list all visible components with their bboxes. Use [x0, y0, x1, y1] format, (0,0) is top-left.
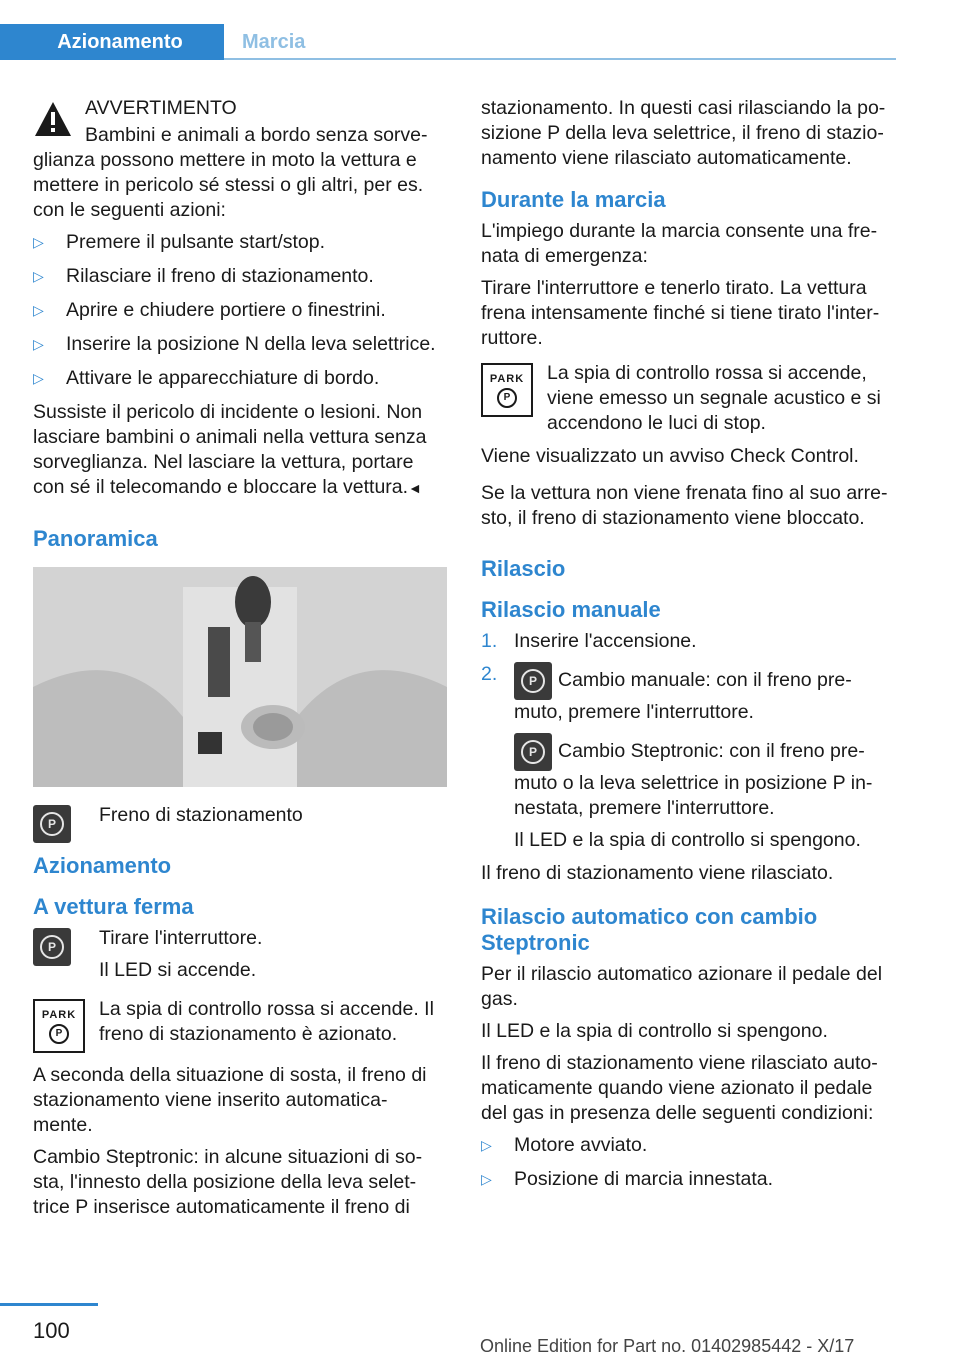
park-light-text: La spia di controllo rossa si accende, viene emesso un segnale acustico e si accendono le luci di stop. — [547, 362, 881, 434]
list-item: ▷ Premere il pulsante start/stop. — [33, 231, 326, 253]
led-on-text: Il LED si accende. — [99, 959, 257, 981]
step-item: 1. Inserire l'accensione. — [481, 630, 697, 652]
triangle-bullet-icon: ▷ — [33, 234, 44, 250]
heading-azionamento: Azionamento — [33, 853, 172, 878]
triangle-bullet-icon: ▷ — [33, 370, 44, 386]
step-item: 2. P Cambio manuale: con il freno pre- muto, premere l'interruttore. P Cambio Steptronic: con il freno pre- muto o la leva selettrice in posizione P in- nestata, premere l'interruttore. Il LED e la spia di controllo si spengono. — [481, 662, 895, 853]
console-photo — [33, 567, 447, 787]
red-light-row — [33, 997, 447, 1047]
warning-block — [33, 96, 447, 223]
parking-brake-switch-icon: P — [514, 662, 552, 700]
warning-triangle-icon — [33, 100, 73, 138]
warning-text: Bambini e animali a bordo senza sorve- glianza possono mettere in moto la vettura e mettere in pericolo sé stessi o gli altri, per es. con le seguenti azioni: — [33, 124, 428, 221]
step2-led: Il LED e la spia di controllo si spengono. — [514, 829, 861, 851]
park-warning-light-icon: PARK P — [481, 363, 533, 417]
end-marker-icon: ◄ — [408, 480, 422, 496]
heading-rilascio: Rilascio — [481, 556, 566, 581]
conditions-list — [481, 1133, 895, 1192]
warning-list — [33, 230, 447, 391]
triangle-bullet-icon: ▷ — [481, 1171, 492, 1187]
triangle-bullet-icon: ▷ — [33, 336, 44, 352]
center-console-illustration — [33, 567, 447, 787]
right-column — [481, 96, 895, 1201]
photo-caption: Freno di stazionamento — [99, 804, 303, 826]
list-item: ▷ Aprire e chiudere portiere o finestrini. — [33, 299, 386, 321]
list-item: ▷ Motore avviato. — [481, 1134, 648, 1156]
footer-rule — [0, 1303, 98, 1306]
check-control-text: Viene visualizzato un avviso Check Control. — [481, 445, 859, 467]
durante-text-2: Tirare l'interruttore e tenerlo tirato. La vettura frena intensamente finché si tiene tirato l'inter- ruttore. — [481, 277, 880, 349]
red-light-text: La spia di controllo rossa si accende. Il freno di stazionamento è azionato. — [99, 998, 434, 1045]
heading-panoramica: Panoramica — [33, 526, 158, 551]
durante-text-1: L'impiego durante la marcia consente una fre- nata di emergenza: — [481, 220, 878, 267]
pull-switch-text: Tirare l'interruttore. — [99, 927, 263, 949]
released-text: Il freno di stazionamento viene rilasciato. — [481, 862, 834, 884]
triangle-bullet-icon: ▷ — [33, 302, 44, 318]
list-item: ▷ Attivare le apparecchiature di bordo. — [33, 367, 380, 389]
parking-brake-switch-icon: P — [33, 928, 71, 966]
warning-after: Sussiste il pericolo di incidente o lesioni. Non lasciare bambini o animali nella vettura senza sorveglianza. Nel lasciare la vettura, portare con sé il telecomando e bloccare la vettura.◄ — [33, 401, 427, 498]
auto-text-2: Il LED e la spia di controllo si spengono. — [481, 1020, 828, 1042]
continuation-text: stazionamento. In questi casi rilasciando la po- sizione P della leva selettrice, il freno di stazio- namento viene rilasciato automaticamente. — [481, 97, 886, 169]
steptronic-note: Cambio Steptronic: in alcune situazioni di so- sta, l'innesto della posizione della leva selet- trice P inserisce automaticamente il freno di — [33, 1146, 423, 1218]
auto-engage-text: A seconda della situazione di sosta, il freno di stazionamento viene inserito automatica- mente. — [33, 1064, 427, 1136]
auto-text-3: Il freno di stazionamento viene rilasciato auto- maticamente quando viene azionato il pedale del gas in presenza delle seguenti condizioni: — [481, 1052, 878, 1124]
parking-brake-switch-icon: P — [514, 733, 552, 771]
auto-text-1: Per il rilascio automatico azionare il pedale del gas. — [481, 963, 883, 1010]
page-number: 100 — [33, 1318, 70, 1343]
tab-marcia: Marcia — [242, 30, 306, 53]
page-header — [0, 0, 960, 64]
left-column — [33, 96, 447, 1227]
list-item: ▷ Rilasciare il freno di stazionamento. — [33, 265, 374, 287]
triangle-bullet-icon: ▷ — [481, 1137, 492, 1153]
heading-rilascio-manuale: Rilascio manuale — [481, 597, 661, 622]
steps-list — [481, 629, 895, 853]
list-item: ▷ Inserire la posizione N della leva selettrice. — [33, 333, 436, 355]
parking-brake-switch-icon: P — [33, 805, 71, 843]
step2-steptronic: P Cambio Steptronic: con il freno pre- muto o la leva selettrice in posizione P in- nestata, premere l'interruttore. — [514, 733, 895, 821]
not-braked-text: Se la vettura non viene frenata fino al suo arre- sto, il freno di stazionamento viene bloccato. — [481, 482, 888, 529]
caption-row — [33, 803, 447, 831]
header-rule — [224, 58, 896, 60]
triangle-bullet-icon: ▷ — [33, 268, 44, 284]
warning-title: AVVERTIMENTO — [85, 97, 237, 119]
heading-rilascio-automatico: Rilascio automatico con cambio Steptronic — [481, 904, 818, 955]
edition-note: Online Edition for Part no. 01402985442 - X/17 — [480, 1336, 855, 1356]
tab-azionamento: Azionamento — [0, 24, 224, 60]
park-warning-light-icon: PARK P — [33, 999, 85, 1053]
list-item: ▷ Posizione di marcia innestata. — [481, 1168, 774, 1190]
park-light-row — [481, 361, 895, 436]
pull-switch-row — [33, 926, 447, 983]
heading-vettura-ferma: A vettura ferma — [33, 894, 194, 919]
heading-durante: Durante la marcia — [481, 187, 666, 212]
